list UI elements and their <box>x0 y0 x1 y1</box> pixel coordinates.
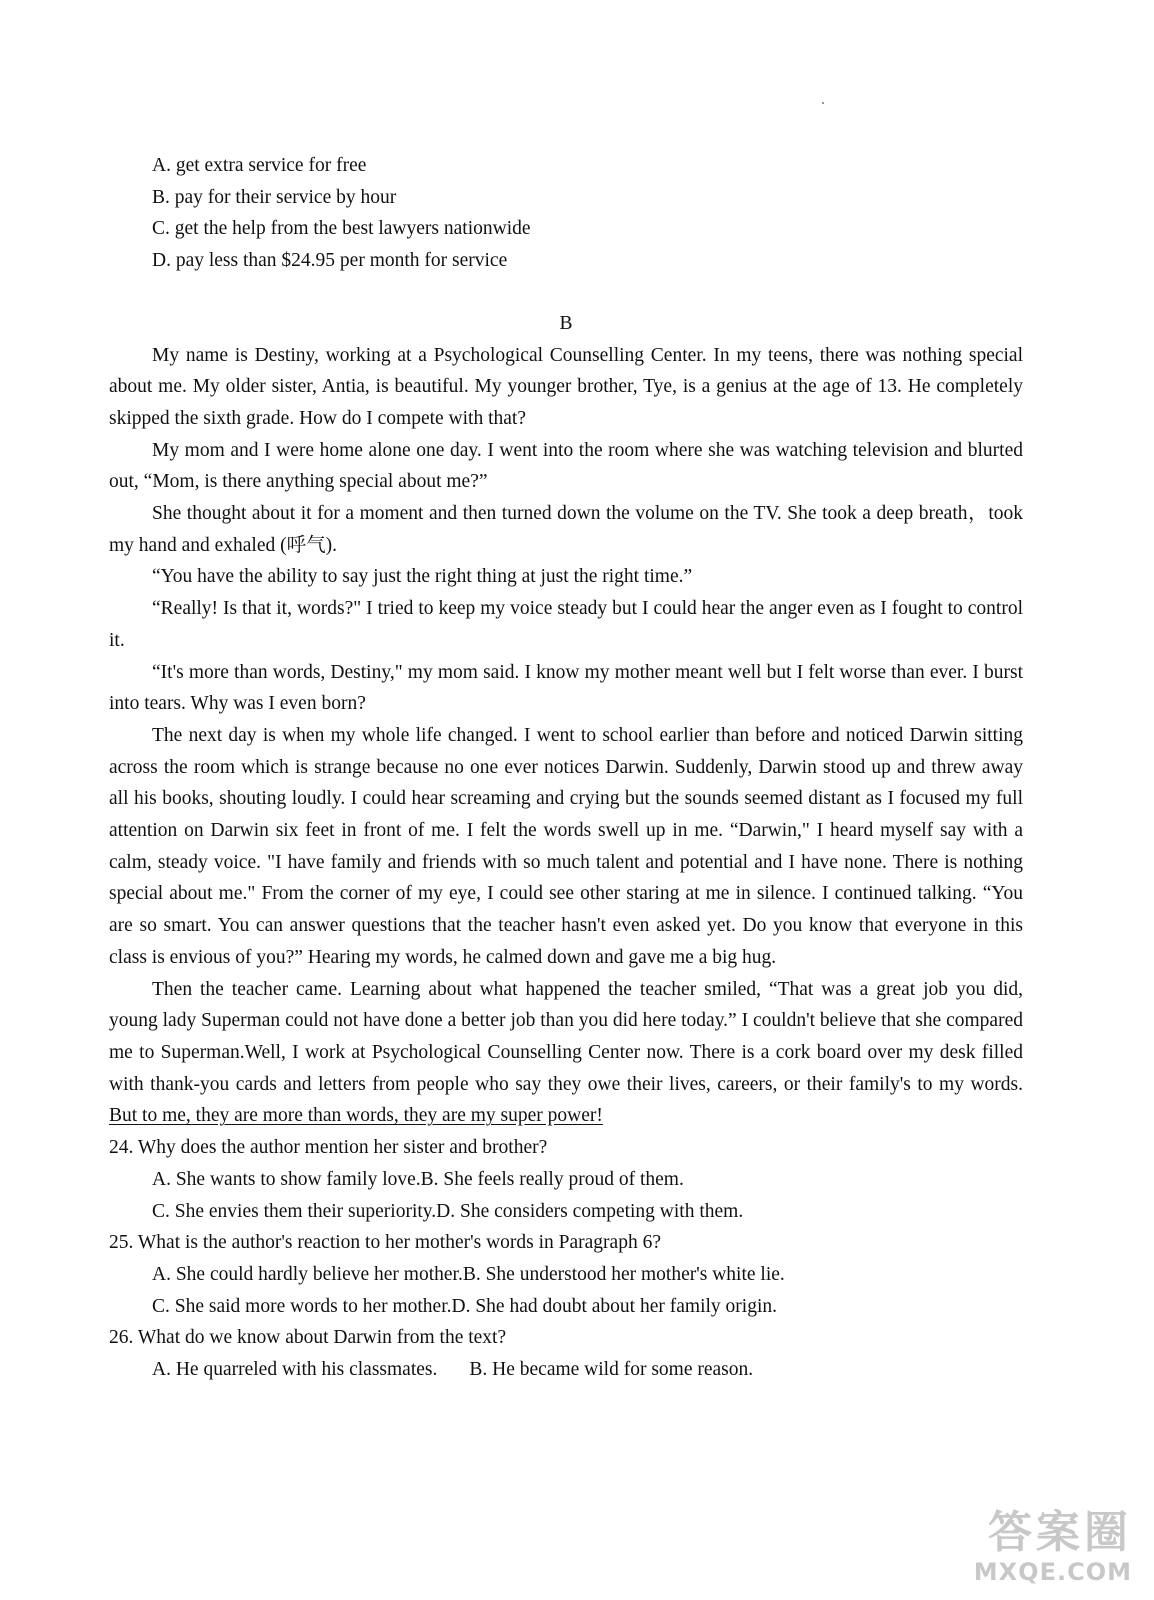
option-b: B. pay for their service by hour <box>152 186 397 208</box>
question-option-row <box>109 1354 1023 1386</box>
watermark-logo <box>942 1508 1132 1590</box>
paragraph-3: She thought about it for a moment and then turned down the volume on the TV. She took a deep breath，took my hand and exhaled (呼气). <box>109 503 1023 556</box>
question-option-row: A. She wants to show family love.B. She feels really proud of them. <box>152 1168 684 1190</box>
section-heading: B <box>559 312 573 334</box>
paragraph-1: My name is Destiny, working at a Psychological Counselling Center. In my teens, there was nothing special about me. My older sister, Antia, is beautiful. My younger brother, Tye, is a genius at the age of 13. He completely skipped the sixth grade. How do I compete with that? <box>109 344 1023 429</box>
question-stem: 25. What is the author's reaction to her mother's words in Paragraph 6? <box>109 1232 661 1254</box>
option-a: A. get extra service for free <box>152 155 367 176</box>
watermark-text-bottom: MXQE.COM <box>973 1558 1132 1586</box>
question-option-row: C. She envies them their superiority.D. She considers competing with them. <box>152 1200 744 1222</box>
watermark-text-top: 答案圈 <box>988 1507 1132 1558</box>
paragraph-5: “Really! Is that it, words?" I tried to keep my voice steady but I could hear the anger even as I fought to control it. <box>109 598 1023 651</box>
option-d: D. pay less than $24.95 per month for service <box>152 250 508 272</box>
question-24 <box>109 1132 1023 1227</box>
underlined-sentence: But to me, they are more than words, they are my super power! <box>109 1105 603 1127</box>
paragraph-4: “You have the ability to say just the right thing at just the right time.” <box>152 566 693 588</box>
question-option-row: C. She said more words to her mother.D. She had doubt about her family origin. <box>152 1295 777 1317</box>
question-stem: 24. Why does the author mention her sister and brother? <box>109 1137 548 1159</box>
paragraph-8 <box>109 974 1023 1133</box>
question-option: A. He quarreled with his classmates. <box>152 1359 438 1381</box>
option-c: C. get the help from the best lawyers nationwide <box>152 218 531 240</box>
question-25 <box>109 1227 1023 1322</box>
paragraph-6: “It's more than words, Destiny," my mom said. I know my mother meant well but I felt worse than ever. I burst into tears. Why was I even born? <box>109 661 1023 715</box>
paragraph-8-text: Then the teacher came. Learning about what happened the teacher smiled, “That was a great job you did, young lady Superman could not have done a better job than you did here today.” I couldn't believe that she compared me to Superman.Well, I work at Psychological Counselling Center now. There is a cork board over my desk filled with thank-you cards and letters from people who say they owe their lives, careers, or their family's to my words. <box>109 978 1023 1095</box>
paragraph-7: The next day is when my whole life changed. I went to school earlier than before and noticed Darwin sitting across the room which is strange because no one ever notices Darwin. Suddenly, Darwin stood up and threw away all his books, shouting loudly. I could hear screaming and crying but the sounds seemed distant as I focused my full attention on Darwin six feet in front of me. I felt the words swell up in me. “Darwin," I heard myself say with a calm, steady voice. "I have family and friends with so much talent and potential and I have none. There is nothing special about me." From the corner of my eye, I could see other staring at me in silence. I continued talking. “You are so smart. You can answer questions that the teacher hasn't even asked yet. Do you know that everyone in this class is envious of you?” Hearing my words, he calmed down and gave me a big hug. <box>109 724 1023 968</box>
question-stem: 26. What do we know about Darwin from the text? <box>109 1327 507 1349</box>
previous-question-options <box>109 150 1023 277</box>
questions <box>109 1132 1023 1386</box>
question-option: B. He became wild for some reason. <box>469 1359 754 1381</box>
question-option-row: A. She could hardly believe her mother.B. She understood her mother's white lie. <box>152 1263 785 1285</box>
paragraph-2: My mom and I were home alone one day. I went into the room where she was watching television and blurted out, “Mom, is there anything special about me?” <box>109 439 1023 493</box>
passage <box>109 340 1023 1133</box>
document-page <box>109 150 1023 1386</box>
question-26 <box>109 1322 1023 1385</box>
scan-speck <box>822 102 824 104</box>
